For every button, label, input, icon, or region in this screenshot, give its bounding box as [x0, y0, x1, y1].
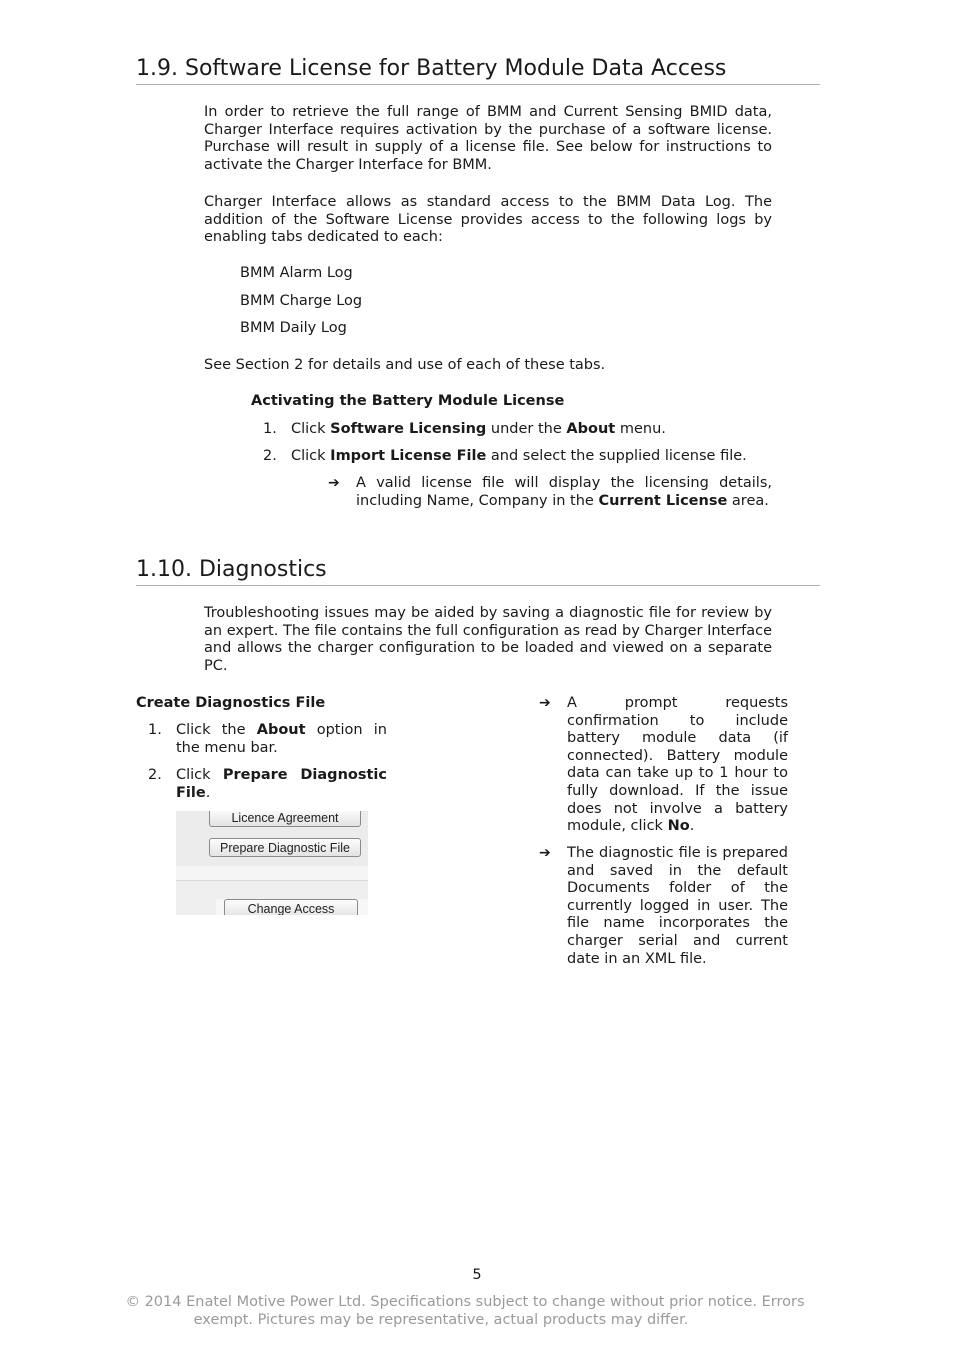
- right-arrow-icon: ➔: [328, 475, 340, 491]
- page-number: 5: [472, 1267, 482, 1283]
- standard-access-paragraph: Charger Interface allows as standard access to the BMM Data Log. The addition of the Software License provides access to the following logs by enabling tabs dedicated to each:: [204, 194, 772, 246]
- diagnostics-step-2: Click Prepare Diagnostic File.: [176, 767, 387, 801]
- about-menu-screenshot: [176, 811, 368, 915]
- licence-agreement-button[interactable]: Licence Agreement: [209, 811, 361, 827]
- prepare-diagnostic-file-button[interactable]: Prepare Diagnostic File: [209, 838, 361, 857]
- license-intro-paragraph: In order to retrieve the full range of BMM and Current Sensing BMID data, Charger Interface requires activation by the purchase of a software license. Purchase will result in supply of a license file. See below for instructions to activate the Charger Interface for BMM.: [204, 104, 772, 173]
- diagnostic-file-saved-note: The diagnostic file is prepared and saved in the default Documents folder of the currently logged in user. The file name incorporates the charger serial and current date in an XML file.: [567, 845, 788, 967]
- activation-step-2-number: 2.: [263, 448, 277, 464]
- diagnostics-intro-paragraph: Troubleshooting issues may be aided by saving a diagnostic file for review by an expert. The file contains the full configuration as read by Charger Interface and allows the charger configuration to be loaded and viewed on a separate PC.: [204, 605, 772, 674]
- change-access-button[interactable]: Change Access: [224, 899, 358, 915]
- activation-step-2: Click Import License File and select the supplied license file.: [291, 448, 747, 464]
- log-item-charge: BMM Charge Log: [240, 293, 363, 309]
- activation-step-1-number: 1.: [263, 421, 277, 437]
- copyright-line-2: exempt. Pictures may be representative, actual products may differ.: [193, 1312, 689, 1328]
- prompt-confirmation-note: A prompt requests confirmation to include battery module data (if connected). Battery module data can take up to 1 hour to fully download. If the issue does not involve a battery module, click No.: [567, 695, 788, 835]
- create-diagnostics-title: Create Diagnostics File: [136, 695, 326, 711]
- section-heading-diagnostics: 1.10. Diagnostics: [136, 557, 820, 586]
- diagnostics-step-1-number: 1.: [148, 722, 162, 738]
- diagnostics-step-2-number: 2.: [148, 767, 162, 783]
- see-section-note: See Section 2 for details and use of each of these tabs.: [204, 357, 606, 373]
- diagnostics-step-1: Click the About option in the menu bar.: [176, 722, 387, 756]
- section-heading-software-license: 1.9. Software License for Battery Module Data Access: [136, 56, 820, 85]
- log-item-daily: BMM Daily Log: [240, 320, 347, 336]
- right-arrow-icon: ➔: [539, 695, 551, 711]
- copyright-line-1: © 2014 Enatel Motive Power Ltd. Specifications subject to change without prior notice. Errors: [125, 1294, 805, 1310]
- license-result-note: A valid license file will display the licensing details, including Name, Company in the Current License area.: [356, 475, 772, 509]
- screenshot-panel-divider: [176, 866, 368, 881]
- activating-license-title: Activating the Battery Module License: [251, 393, 565, 409]
- right-arrow-icon: ➔: [539, 845, 551, 861]
- activation-step-1: Click Software Licensing under the About menu.: [291, 421, 666, 437]
- log-item-alarm: BMM Alarm Log: [240, 265, 353, 281]
